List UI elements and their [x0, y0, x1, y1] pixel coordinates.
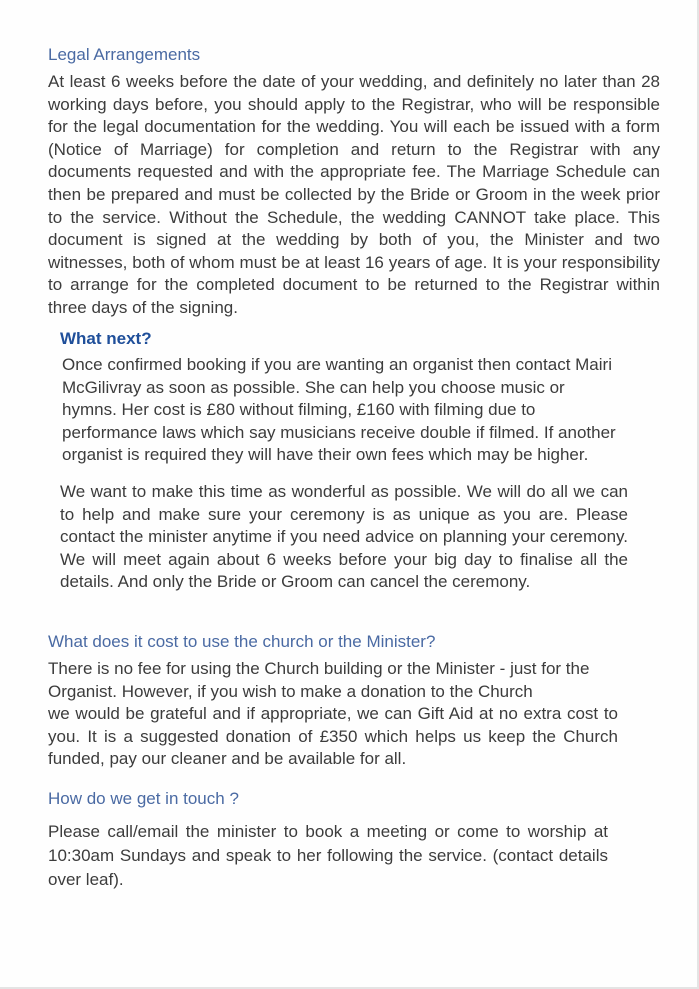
what-next-line: McGilivray as soon as possible. She can help you choose music or [62, 377, 565, 397]
section-cost [48, 631, 618, 771]
what-next-line: Once confirmed booking if you are wanting an organist then contact Mairi [62, 355, 612, 374]
legal-arrangements-body: At least 6 weeks before the date of your wedding, and definitely no later than 28 working days before, you should apply to the Registrar, who will be responsible for the legal documentation for the wedding. You will each be issued with a form (Notice of Marriage) for completion and return to the Registrar with any documents requested and with the appropriate fee. The Marriage Schedule can then be prepared and must be collected by the Bride or Groom in the week prior to the service. Without the Schedule, the wedding CANNOT take place. This document is signed at the wedding by both of you, the Minister and two witnesses, both of whom must be at least 16 years of age. It is your responsibility to arrange for the completed document to be returned to the Registrar within three days of the signing. [48, 72, 660, 317]
heading-legal-arrangements: Legal Arrangements [48, 45, 201, 64]
heading-what-next: What next? [60, 329, 152, 348]
what-next-ceremony-paragraph: We want to make this time as wonderful as possible. We will do all we can to help and make sure your ceremony is as unique as you are. Please contact the minister anytime if you need advice on planning your ceremony. We will meet again about 6 weeks before your big day to finalise all the details. And only the Bride or Groom can cancel the ceremony. [60, 481, 628, 592]
section-contact [48, 788, 608, 892]
heading-contact: How do we get in touch ? [48, 789, 239, 808]
cost-line: There is no fee for using the Church building or the Minister - just for the [48, 659, 590, 678]
section-legal-arrangements [48, 44, 660, 320]
what-next-organist-paragraph [62, 354, 640, 467]
heading-cost: What does it cost to use the church or the Minister? [48, 632, 436, 651]
contact-body: Please call/email the minister to book a meeting or come to worship at 10:30am Sundays and speak to her following the service. (contact details over leaf). [48, 822, 608, 889]
what-next-line: hymns. Her cost is £80 without filming, £160 with filming due to [62, 400, 536, 420]
cost-line: we would be grateful and if appropriate, we can Gift Aid at no extra cost to you. It is a suggested donation of £350 which helps us keep the Church funded, pay our cleaner and be available for all. [48, 704, 618, 769]
what-next-line: performance laws which say musicians receive double if filmed. If another [62, 422, 616, 442]
cost-body [48, 658, 618, 771]
section-what-next [60, 328, 640, 594]
what-next-line: organist is required they will have their own fees which may be higher. [62, 445, 589, 465]
cost-line: Organist. However, if you wish to make a donation to the Church [48, 681, 533, 701]
